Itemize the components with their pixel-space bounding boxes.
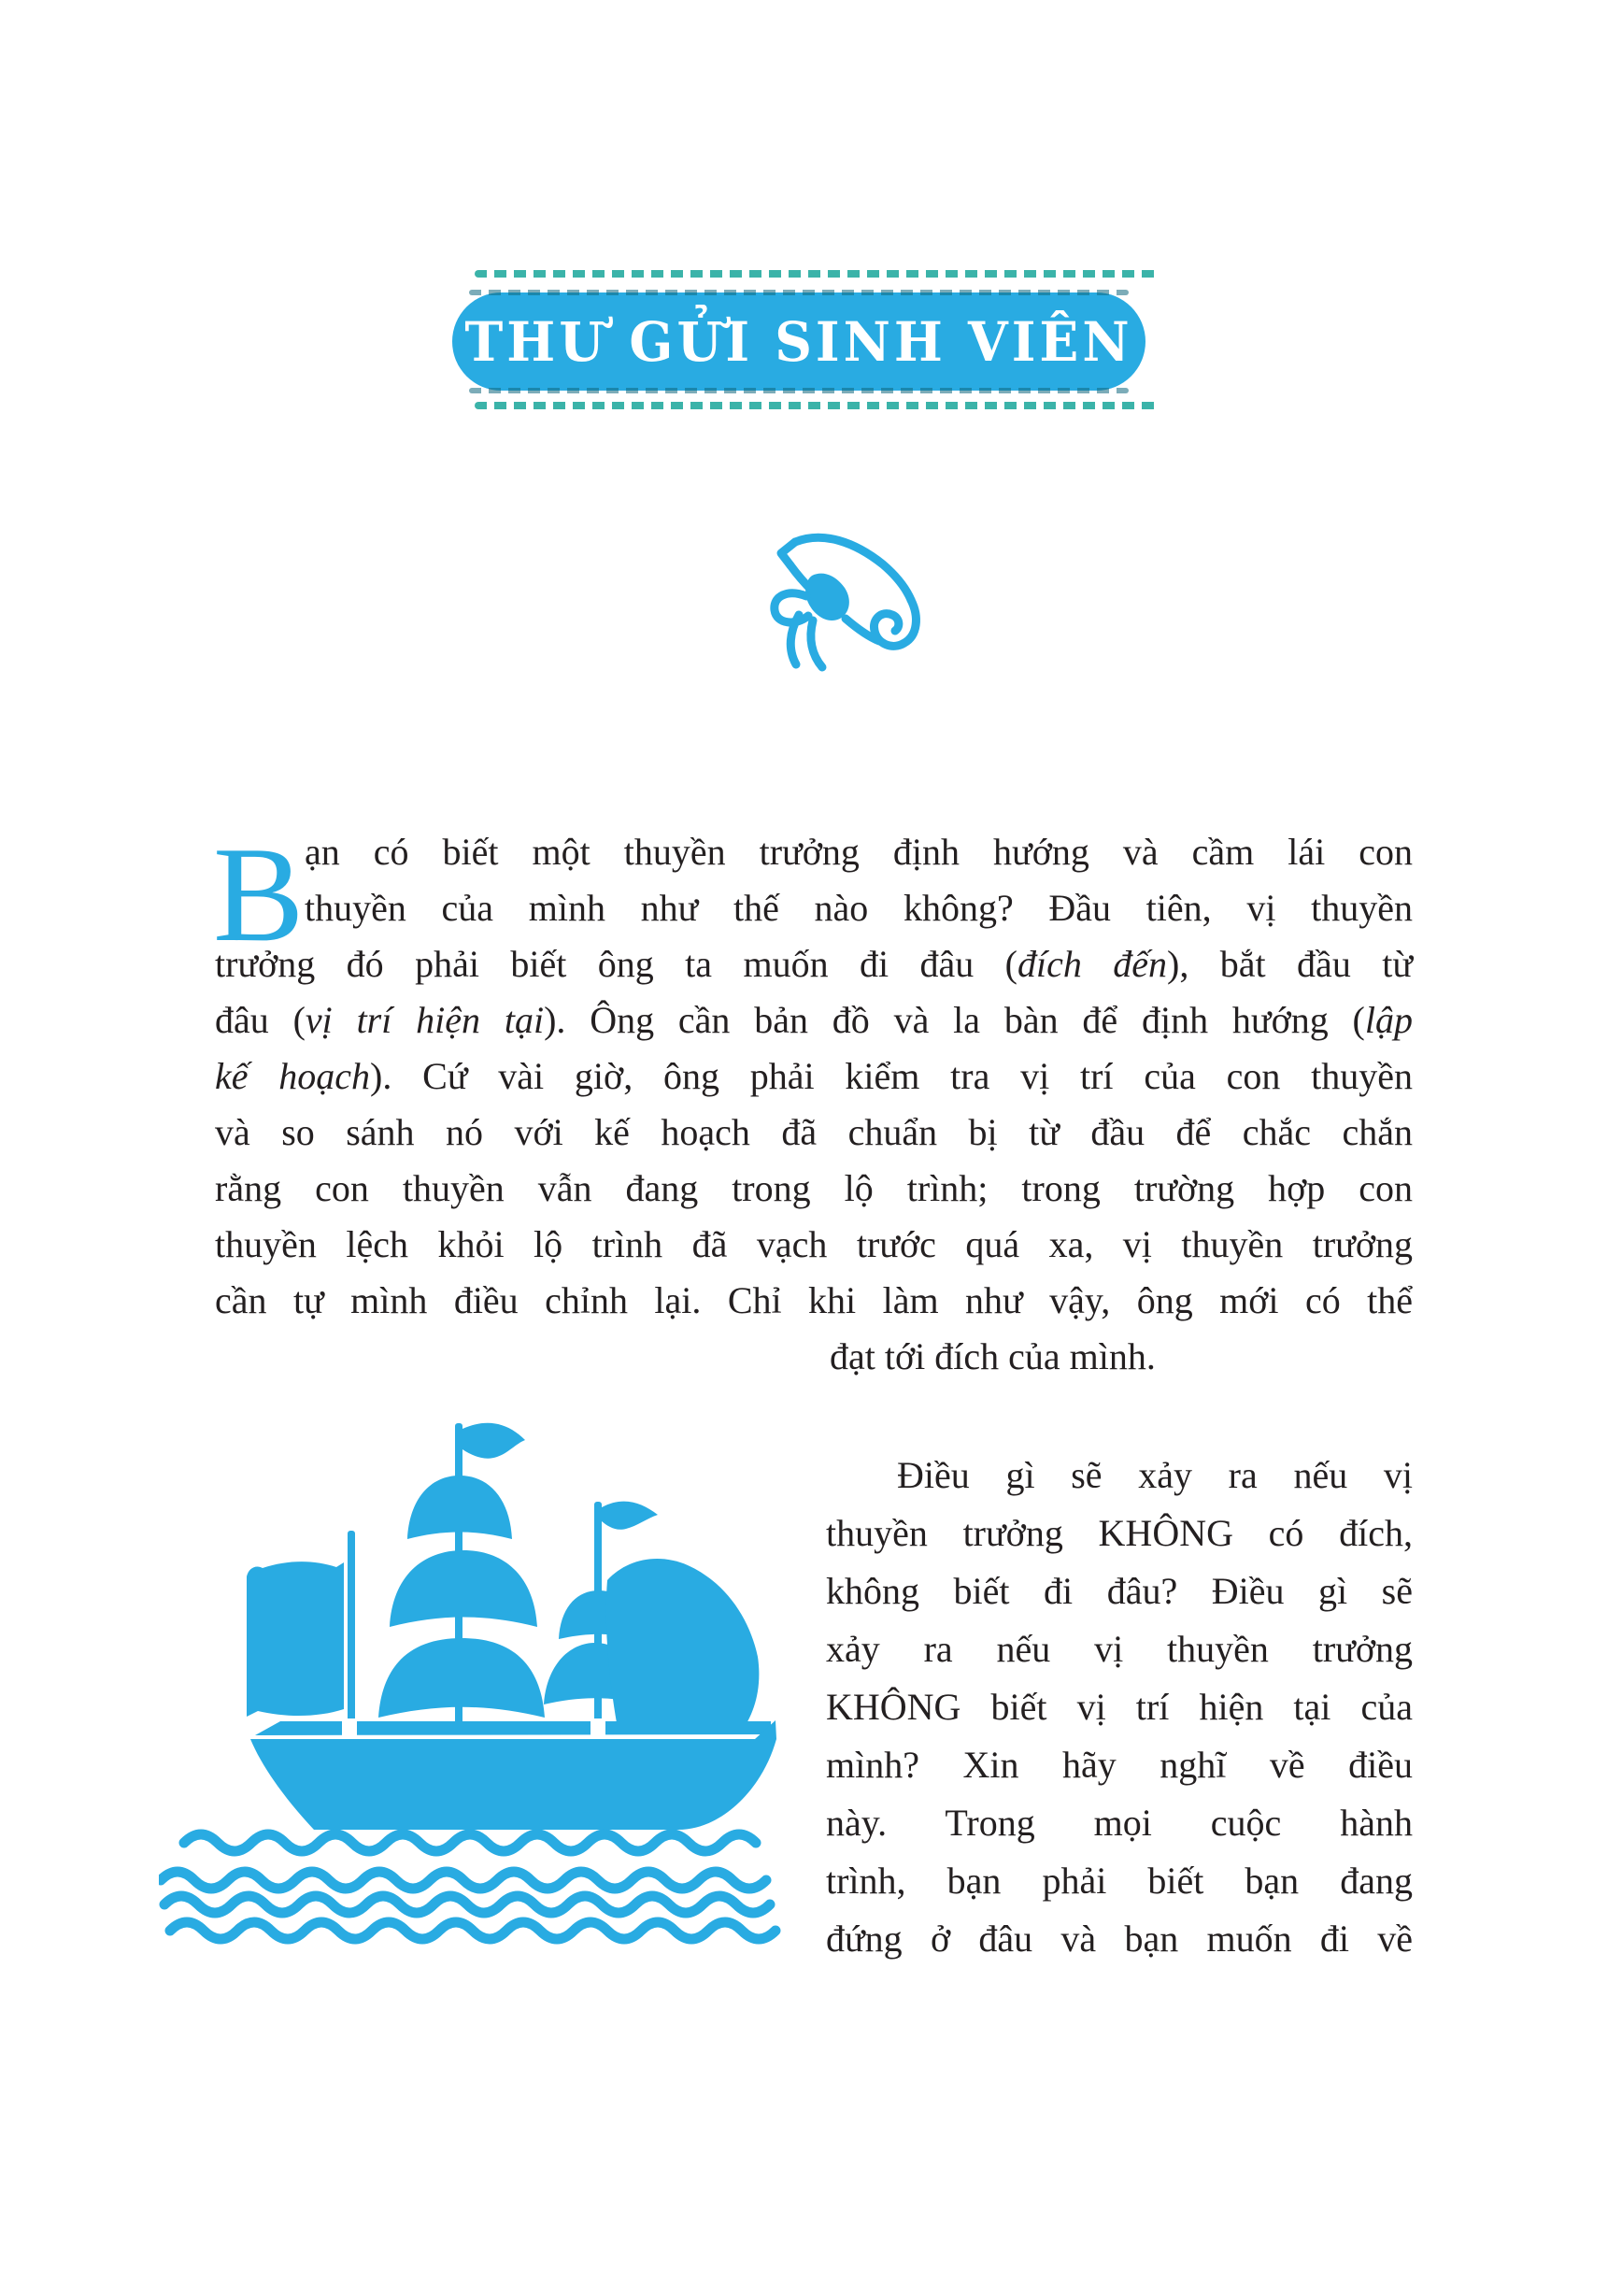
banner-stitch-bottom	[469, 388, 1129, 393]
text-line: đứng ở đâu và bạn muốn đi về	[826, 1918, 1413, 1960]
text-line: thuyền của mình như thế nào không? Đầu tiên, vị thuyền	[305, 887, 1413, 929]
ship-hull	[250, 1718, 776, 1830]
text-line: Điều gì sẽ xảy ra nếu vị	[897, 1454, 1413, 1496]
text-line: cần tự mình điều chỉnh lại. Chỉ khi làm như vậy, ông mới có thể	[215, 1279, 1413, 1321]
text-line: đâu (vị trí hiện tại). Ông cần bản đồ và la bàn để định hướng (lập	[215, 999, 1413, 1041]
text-line: và so sánh nó với kế hoạch đã chuẩn bị từ đầu để chắc chắn	[215, 1111, 1413, 1153]
scroll-ribbon	[775, 574, 849, 667]
letter-paragraph-1	[213, 819, 1414, 1385]
text-line: rằng con thuyền vẫn đang trong lộ trình; trong trường hợp con	[215, 1167, 1413, 1209]
text-line: ạn có biết một thuyền trưởng định hướng và cầm lái con	[305, 831, 1413, 873]
text-line: thuyền lệch khỏi lộ trình đã vạch trước quá xa, vị thuyền trưởng	[215, 1223, 1413, 1265]
chapter-title: THƯ GỬI SINH VIÊN	[464, 309, 1133, 374]
banner-stitch-top	[469, 290, 1129, 295]
chapter-banner	[452, 292, 1145, 391]
sea-waves	[161, 1834, 775, 1939]
text-line: đạt tới đích của mình.	[830, 1335, 1156, 1377]
text-line: không biết đi đâu? Điều gì sẽ	[826, 1570, 1413, 1612]
text-line: KHÔNG biết vị trí hiện tại của	[826, 1686, 1413, 1728]
dashed-rule-top	[475, 270, 1160, 278]
sailing-ship-illustration	[159, 1416, 794, 1958]
text-line: xảy ra nếu vị thuyền trưởng	[826, 1628, 1413, 1670]
ship-sails	[247, 1476, 759, 1733]
text-line: này. Trong mọi cuộc hành	[826, 1802, 1413, 1844]
letter-paragraph-2	[826, 1447, 1413, 1968]
text-line: trình, bạn phải biết bạn đang	[826, 1860, 1413, 1902]
text-line: kế hoạch). Cứ vài giờ, ông phải kiểm tra vị trí của con thuyền	[215, 1055, 1414, 1097]
text-line: mình? Xin hãy nghĩ về điều	[826, 1744, 1413, 1786]
dashed-rule-bottom	[475, 402, 1160, 409]
diploma-scroll-icon	[752, 520, 939, 675]
text-line: thuyền trưởng KHÔNG có đích,	[826, 1512, 1413, 1554]
drop-cap: B	[213, 819, 305, 970]
text-line: trưởng đó phải biết ông ta muốn đi đâu (đích đến), bắt đầu từ	[215, 943, 1414, 985]
